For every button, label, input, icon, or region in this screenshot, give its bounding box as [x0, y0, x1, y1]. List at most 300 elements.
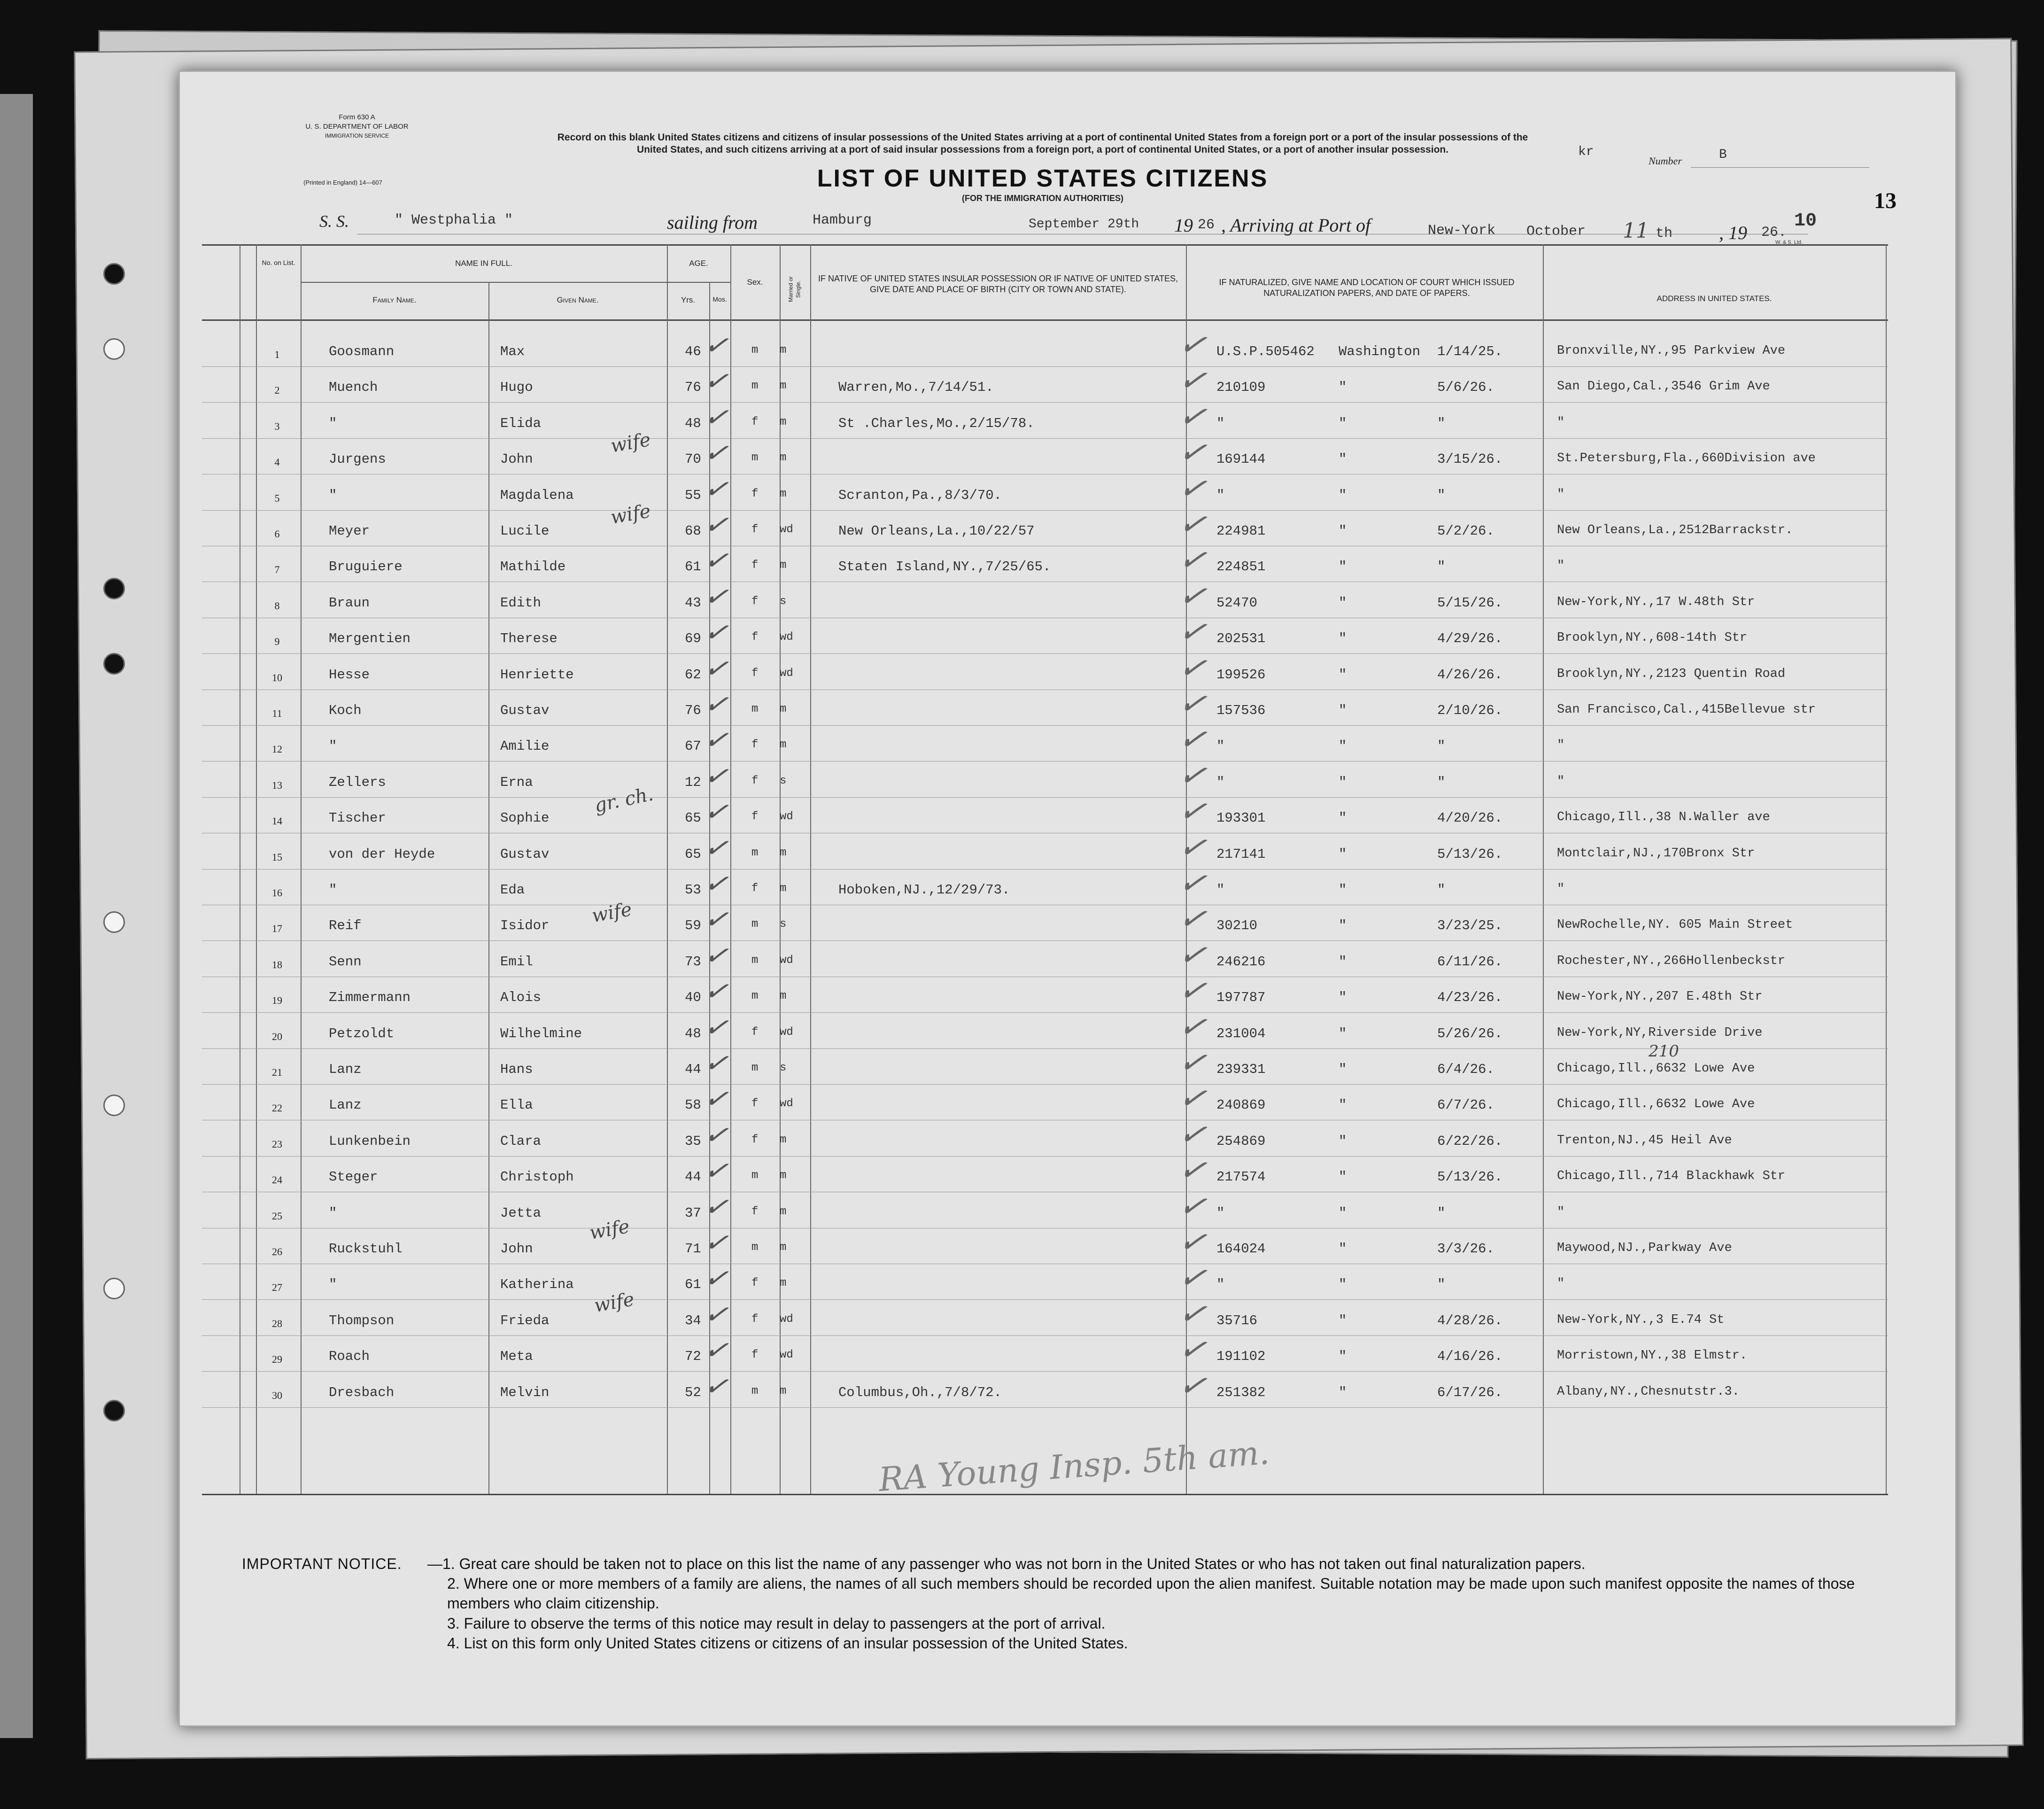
- number-value: B: [1719, 148, 1727, 162]
- cell-no: 24: [272, 1174, 282, 1186]
- important-notice-label: IMPORTANT NOTICE.: [242, 1555, 402, 1572]
- cell-address: Chicago,Ill.,38 N.Waller ave: [1557, 810, 1770, 825]
- cell-given: Ella: [500, 1097, 533, 1113]
- cell-ms: m: [780, 559, 787, 572]
- cell-nat-date: ": [1437, 774, 1446, 790]
- cell-age: 55: [685, 487, 701, 503]
- cell-ms: wd: [780, 1097, 793, 1110]
- cell-nat-no: 199526: [1216, 667, 1266, 683]
- cell-birth: Scranton,Pa.,8/3/70.: [838, 487, 1002, 503]
- check-mark-icon: ✓: [702, 1332, 730, 1368]
- cell-sex: f: [751, 1349, 759, 1362]
- check-mark-icon: ✓: [1176, 358, 1210, 402]
- cell-ms: s: [780, 774, 787, 787]
- check-mark-icon: ✓: [1176, 538, 1210, 581]
- cell-age: 67: [685, 738, 701, 754]
- cell-age: 12: [685, 774, 701, 790]
- cell-nat-date: 6/11/26.: [1437, 954, 1503, 970]
- cell-no: 20: [272, 1030, 282, 1042]
- cell-age: 62: [685, 667, 701, 683]
- cell-nat-court: ": [1339, 523, 1347, 539]
- check-mark-icon: ✓: [702, 1009, 730, 1045]
- cell-nat-no: 169144: [1216, 451, 1266, 467]
- handwritten-210: 210: [1649, 1042, 1679, 1061]
- cell-no: 23: [272, 1138, 282, 1150]
- check-mark-icon: ✓: [1176, 1328, 1210, 1371]
- cell-given: Isidor: [500, 918, 550, 934]
- cell-nat-date: 1/14/25.: [1437, 344, 1503, 359]
- check-mark-icon: ✓: [1176, 1220, 1210, 1263]
- cell-nat-no: 217574: [1216, 1169, 1266, 1185]
- cell-birth: Hoboken,NJ.,12/29/73.: [838, 882, 1010, 898]
- cell-address: Brooklyn,NY.,608-14th Str: [1557, 631, 1748, 645]
- cell-sex: m: [751, 990, 759, 1003]
- cell-nat-date: ": [1437, 882, 1446, 898]
- notice-item-1: —1. Great care should be taken not to place on this list the name of any passenger who was not born in the United States or who has not taken out final naturalization papers.: [427, 1555, 1586, 1572]
- cell-nat-court: ": [1339, 415, 1347, 431]
- cell-ms: wd: [780, 523, 793, 536]
- cell-sex: m: [751, 1384, 759, 1398]
- cell-ms: m: [780, 1241, 787, 1254]
- cell-given: Sophie: [500, 810, 550, 826]
- handwritten-wife: wife: [592, 1288, 636, 1317]
- cell-given: Frieda: [500, 1312, 550, 1328]
- service: IMMIGRATION SERVICE: [325, 132, 389, 139]
- cell-sex: f: [751, 595, 759, 608]
- cell-nat-court: ": [1339, 1205, 1347, 1221]
- cell-age: 69: [685, 631, 701, 647]
- cell-nat-no: 191102: [1216, 1349, 1266, 1365]
- row-rule: [202, 1084, 1888, 1085]
- cell-no: 4: [274, 456, 280, 468]
- cell-no: 15: [272, 851, 282, 863]
- cell-nat-date: 5/15/26.: [1437, 595, 1503, 611]
- cell-nat-no: ": [1216, 882, 1225, 898]
- cell-age: 52: [685, 1384, 701, 1400]
- cell-age: 65: [685, 846, 701, 862]
- cell-no: 17: [272, 923, 282, 935]
- cell-nat-court: ": [1339, 846, 1347, 862]
- cell-family: Hesse: [329, 667, 370, 683]
- cell-no: 9: [274, 636, 280, 648]
- cell-family: Koch: [329, 703, 362, 718]
- cell-ms: m: [780, 344, 787, 357]
- col-given-name: Given Name.: [557, 295, 599, 304]
- cell-family: Zellers: [329, 774, 386, 790]
- cell-nat-court: ": [1339, 954, 1347, 970]
- cell-given: Katherina: [500, 1277, 574, 1293]
- cell-nat-no: ": [1216, 1277, 1225, 1293]
- cell-address: NewRochelle,NY. 605 Main Street: [1557, 918, 1793, 932]
- check-mark-icon: ✓: [1176, 897, 1210, 940]
- cell-no: 30: [272, 1389, 282, 1401]
- cell-nat-no: 164024: [1216, 1241, 1266, 1257]
- year-from: 26: [1198, 217, 1215, 233]
- cell-no: 25: [272, 1210, 282, 1222]
- cell-nat-date: 6/22/26.: [1437, 1133, 1503, 1149]
- cell-sex: m: [751, 1062, 759, 1074]
- cell-nat-court: ": [1339, 1384, 1347, 1400]
- cell-nat-date: 5/6/26.: [1437, 380, 1494, 396]
- cell-no: 2: [274, 384, 280, 396]
- important-notice-items: [427, 1554, 1874, 1653]
- cell-age: 70: [685, 451, 701, 467]
- check-mark-icon: ✓: [1176, 395, 1210, 438]
- col-name-in-full: NAME IN FULL.: [455, 259, 512, 268]
- cell-family: Jurgens: [329, 451, 386, 467]
- check-mark-icon: ✓: [702, 830, 730, 866]
- cell-no: 13: [272, 779, 282, 791]
- cell-sex: f: [751, 1097, 759, 1110]
- col-no-on-list: No. on List.: [262, 259, 295, 266]
- cell-no: 14: [272, 815, 282, 827]
- year-to: 26.: [1761, 225, 1787, 241]
- cell-sex: m: [751, 380, 759, 393]
- check-mark-icon: ✓: [702, 686, 730, 722]
- row-rule: [202, 1048, 1888, 1049]
- cell-address: ": [1557, 415, 1565, 430]
- handwritten-grandchild: gr. ch.: [592, 783, 656, 817]
- check-mark-icon: ✓: [1176, 1005, 1210, 1048]
- printer-mark: W. & S. Ltd.: [1775, 240, 1803, 245]
- check-mark-icon: ✓: [702, 399, 730, 435]
- cell-no: 16: [272, 887, 282, 899]
- punch-hole: [103, 1400, 125, 1421]
- cell-nat-court: ": [1339, 667, 1347, 683]
- cell-ms: m: [780, 1277, 787, 1290]
- check-mark-icon: ✓: [1176, 1112, 1210, 1156]
- cell-family: Tischer: [329, 810, 386, 826]
- cell-nat-date: ": [1437, 738, 1446, 754]
- cell-given: Henriette: [500, 667, 574, 683]
- check-mark-icon: ✓: [702, 650, 730, 686]
- inspector-signature: RA Young Insp. 5th am.: [877, 1433, 1271, 1499]
- cell-age: 43: [685, 595, 701, 611]
- cell-nat-no: 52470: [1216, 595, 1258, 611]
- check-mark-icon: ✓: [1176, 430, 1210, 474]
- cell-ms: wd: [780, 1349, 793, 1362]
- check-mark-icon: ✓: [702, 1260, 730, 1297]
- cell-address: Albany,NY.,Chesnutstr.3.: [1557, 1384, 1740, 1399]
- cell-age: 35: [685, 1133, 701, 1149]
- cell-nat-no: 224981: [1216, 523, 1266, 539]
- number-label: Number: [1649, 155, 1682, 167]
- cell-nat-date: 5/13/26.: [1437, 1169, 1503, 1185]
- cell-given: Eda: [500, 882, 525, 898]
- cell-given: Clara: [500, 1133, 542, 1149]
- cell-address: ": [1557, 487, 1565, 502]
- cell-family: Braun: [329, 595, 370, 611]
- cell-age: 53: [685, 882, 701, 898]
- cell-no: 11: [272, 707, 282, 719]
- cell-given: Amilie: [500, 738, 550, 754]
- cell-nat-no: 251382: [1216, 1384, 1266, 1400]
- cell-given: Alois: [500, 990, 542, 1006]
- cell-nat-no: 231004: [1216, 1025, 1266, 1041]
- check-mark-icon: ✓: [1176, 1148, 1210, 1191]
- cell-address: ": [1557, 738, 1565, 753]
- col-family-name: Family Name.: [372, 295, 417, 304]
- cell-age: 65: [685, 810, 701, 826]
- row-rule: [202, 510, 1888, 511]
- cell-no: 10: [272, 671, 282, 683]
- year-prefix-2: , 19: [1719, 222, 1747, 243]
- cell-no: 5: [274, 492, 280, 504]
- cell-nat-date: 4/16/26.: [1437, 1349, 1503, 1365]
- cell-nat-date: ": [1437, 1205, 1446, 1221]
- cell-given: Therese: [500, 631, 557, 647]
- form-info: [263, 113, 451, 140]
- check-mark-icon: ✓: [702, 1224, 730, 1261]
- check-mark-icon: ✓: [1176, 682, 1210, 725]
- cell-age: 48: [685, 1025, 701, 1041]
- cell-sex: f: [751, 559, 759, 572]
- cell-sex: f: [751, 774, 759, 787]
- row-rule: [202, 1335, 1888, 1336]
- cell-nat-date: 5/13/26.: [1437, 846, 1503, 862]
- cell-sex: m: [751, 451, 759, 465]
- cell-given: John: [500, 451, 533, 467]
- row-rule: [202, 402, 1888, 403]
- cell-ms: m: [780, 1169, 787, 1182]
- record-notice: Record on this blank United States citizens and citizens of insular possessions of the United States arriving at a port of continental United States from a foreign port or a port of the insular possessions of the United States, and such citizens arriving at a port of said insular possessions from a foreign port, a port of continental United States, or a port of another insular possession.: [557, 132, 1528, 155]
- cell-no: 18: [272, 958, 282, 970]
- cell-address: New Orleans,La.,2512Barrackstr.: [1557, 523, 1793, 537]
- cell-ms: m: [780, 990, 787, 1003]
- row-rule: [202, 940, 1888, 941]
- cell-given: Lucile: [500, 523, 550, 539]
- cell-nat-date: 6/17/26.: [1437, 1384, 1503, 1400]
- cell-family: Thompson: [329, 1312, 395, 1328]
- cell-sex: f: [751, 810, 759, 823]
- cell-nat-court: ": [1339, 918, 1347, 934]
- cell-address: San Francisco,Cal.,415Bellevue str: [1557, 703, 1816, 717]
- cell-nat-no: ": [1216, 487, 1225, 503]
- cell-nat-court: ": [1339, 1025, 1347, 1041]
- cell-age: 76: [685, 703, 701, 718]
- check-mark-icon: ✓: [1176, 1364, 1210, 1407]
- cell-nat-court: ": [1339, 595, 1347, 611]
- row-rule: [202, 869, 1888, 870]
- cell-ms: s: [780, 595, 787, 608]
- cell-nat-no: 246216: [1216, 954, 1266, 970]
- cell-family: ": [329, 1277, 337, 1293]
- cell-age: 46: [685, 344, 701, 359]
- check-mark-icon: ✓: [702, 901, 730, 938]
- cell-no: 29: [272, 1353, 282, 1366]
- cell-family: Lanz: [329, 1062, 362, 1077]
- sheet-number: 10: [1794, 210, 1817, 232]
- row-rule: [202, 1299, 1888, 1300]
- col-age-yrs: Yrs.: [681, 295, 696, 304]
- cell-age: 61: [685, 559, 701, 575]
- cell-given: Edith: [500, 595, 542, 611]
- notice-item-3: 3. Failure to observe the terms of this notice may result in delay to passengers at the port of arrival.: [447, 1615, 1106, 1632]
- cell-nat-no: 30210: [1216, 918, 1258, 934]
- check-mark-icon: ✓: [702, 937, 730, 973]
- cell-age: 58: [685, 1097, 701, 1113]
- cell-nat-date: ": [1437, 559, 1446, 575]
- cell-nat-no: 157536: [1216, 703, 1266, 718]
- cell-sex: f: [751, 523, 759, 536]
- cell-address: ": [1557, 882, 1565, 896]
- check-mark-icon: ✓: [702, 435, 730, 471]
- handwritten-wife: wife: [588, 1215, 631, 1244]
- cell-sex: f: [751, 1312, 759, 1326]
- cell-family: Lunkenbein: [329, 1133, 411, 1149]
- cell-nat-court: ": [1339, 990, 1347, 1006]
- cell-family: Mergentien: [329, 631, 411, 647]
- printed-note: (Printed in England) 14—607: [303, 179, 382, 186]
- col-age-mos: Mos.: [712, 295, 727, 303]
- check-mark-icon: ✓: [702, 1117, 730, 1153]
- cell-given: Mathilde: [500, 559, 566, 575]
- date-from: September 29th: [1029, 217, 1139, 232]
- check-mark-icon: ✓: [1176, 753, 1210, 797]
- cell-nat-court: ": [1339, 559, 1347, 575]
- cell-sex: f: [751, 415, 759, 428]
- cell-address: ": [1557, 1277, 1565, 1291]
- row-rule: [202, 797, 1888, 798]
- cell-no: 26: [272, 1246, 282, 1258]
- cell-birth: Staten Island,NY.,7/25/65.: [838, 559, 1051, 575]
- cell-family: von der Heyde: [329, 846, 435, 862]
- cell-birth: New Orleans,La.,10/22/57: [838, 523, 1035, 539]
- cell-given: Christoph: [500, 1169, 574, 1185]
- cell-ms: wd: [780, 667, 793, 680]
- row-rule: [202, 1371, 1888, 1372]
- check-mark-icon: ✓: [702, 1368, 730, 1404]
- cell-nat-court: ": [1339, 1312, 1347, 1328]
- cell-address: Chicago,Ill.,6632 Lowe Ave: [1557, 1097, 1755, 1112]
- check-mark-icon: ✓: [702, 543, 730, 579]
- cell-sex: m: [751, 344, 759, 357]
- cell-sex: f: [751, 487, 759, 500]
- arrival-month: October: [1526, 224, 1586, 240]
- check-mark-icon: ✓: [702, 1045, 730, 1081]
- cell-given: Elida: [500, 415, 542, 431]
- check-mark-icon: ✓: [1176, 1184, 1210, 1227]
- check-mark-icon: ✓: [702, 758, 730, 794]
- cell-address: Bronxville,NY.,95 Parkview Ave: [1557, 344, 1786, 358]
- punch-hole: [103, 1095, 125, 1116]
- check-mark-icon: ✓: [702, 1188, 730, 1225]
- cell-age: 68: [685, 523, 701, 539]
- year-prefix: 19: [1174, 215, 1193, 236]
- cell-ms: s: [780, 918, 787, 931]
- cell-given: Melvin: [500, 1384, 550, 1400]
- cell-nat-date: 4/28/26.: [1437, 1312, 1503, 1328]
- cell-sex: m: [751, 1241, 759, 1254]
- cell-sex: f: [751, 738, 759, 752]
- row-rule: [202, 1407, 1888, 1408]
- cell-family: ": [329, 487, 337, 503]
- cell-address: Maywood,NJ.,Parkway Ave: [1557, 1241, 1732, 1255]
- cell-nat-date: ": [1437, 487, 1446, 503]
- cell-address: New-York,NY.,207 E.48th Str: [1557, 990, 1763, 1004]
- cell-nat-court: ": [1339, 1241, 1347, 1257]
- cell-address: Chicago,Ill.,714 Blackhawk Str: [1557, 1169, 1786, 1184]
- cell-given: Magdalena: [500, 487, 574, 503]
- punch-hole: [103, 911, 125, 933]
- cell-sex: m: [751, 1169, 759, 1182]
- row-rule: [202, 653, 1888, 654]
- cell-nat-no: 193301: [1216, 810, 1266, 826]
- page-title: LIST OF UNITED STATES CITIZENS: [817, 165, 1269, 192]
- cell-nat-no: U.S.P.505462: [1216, 344, 1315, 359]
- cell-ms: wd: [780, 1025, 793, 1039]
- cell-nat-court: ": [1339, 703, 1347, 718]
- col-married-single: Married or Single.: [787, 276, 801, 302]
- row-rule: [202, 438, 1888, 439]
- check-mark-icon: ✓: [702, 471, 730, 507]
- cell-nat-court: ": [1339, 1062, 1347, 1077]
- cell-nat-court: ": [1339, 380, 1347, 396]
- cell-nat-court: ": [1339, 738, 1347, 754]
- cell-no: 22: [272, 1102, 282, 1114]
- cell-nat-no: ": [1216, 1205, 1225, 1221]
- cell-nat-court: ": [1339, 631, 1347, 647]
- ss-label: S. S.: [319, 212, 349, 231]
- row-rule: [202, 1012, 1888, 1013]
- cell-ms: m: [780, 846, 787, 859]
- cell-family: Muench: [329, 380, 378, 396]
- check-mark-icon: ✓: [702, 327, 730, 364]
- cell-given: Gustav: [500, 846, 550, 862]
- cell-sex: f: [751, 1205, 759, 1218]
- port-from: Hamburg: [813, 212, 872, 228]
- check-mark-icon: ✓: [702, 722, 730, 758]
- col-age: AGE.: [689, 259, 708, 268]
- cell-ms: m: [780, 1133, 787, 1146]
- cell-family: Goosmann: [329, 344, 395, 359]
- cell-nat-date: ": [1437, 415, 1446, 431]
- handwritten-wife: wife: [590, 898, 634, 927]
- cell-nat-date: 3/3/26.: [1437, 1241, 1494, 1257]
- cell-address: ": [1557, 559, 1565, 574]
- sailing-label: sailing from: [667, 212, 758, 233]
- ship-name: " Westphalia ": [395, 212, 513, 228]
- cell-family: Roach: [329, 1349, 370, 1365]
- punch-hole: [103, 578, 125, 599]
- cell-ms: m: [780, 451, 787, 465]
- check-mark-icon: ✓: [702, 1296, 730, 1332]
- cell-sex: f: [751, 631, 759, 644]
- cell-family: ": [329, 1205, 337, 1221]
- cell-ms: wd: [780, 1312, 793, 1326]
- cell-given: Emil: [500, 954, 533, 970]
- cell-nat-court: ": [1339, 487, 1347, 503]
- cell-nat-court: ": [1339, 1169, 1347, 1185]
- cell-ms: wd: [780, 631, 793, 644]
- cell-no: 21: [272, 1066, 282, 1078]
- cell-nat-court: ": [1339, 882, 1347, 898]
- cell-ms: m: [780, 738, 787, 752]
- punch-hole: [103, 263, 125, 285]
- cell-given: Erna: [500, 774, 533, 790]
- cell-birth: Warren,Mo.,7/14/51.: [838, 380, 994, 396]
- check-mark-icon: ✓: [702, 1081, 730, 1117]
- cell-age: 61: [685, 1277, 701, 1293]
- cell-family: Reif: [329, 918, 362, 934]
- cell-address: New-York,NY.,17 W.48th Str: [1557, 595, 1755, 609]
- check-mark-icon: ✓: [1176, 1076, 1210, 1119]
- cell-given: Jetta: [500, 1205, 542, 1221]
- cell-family: Meyer: [329, 523, 370, 539]
- check-mark-icon: ✓: [1176, 861, 1210, 904]
- cell-given: Meta: [500, 1349, 533, 1365]
- check-mark-icon: ✓: [702, 794, 730, 830]
